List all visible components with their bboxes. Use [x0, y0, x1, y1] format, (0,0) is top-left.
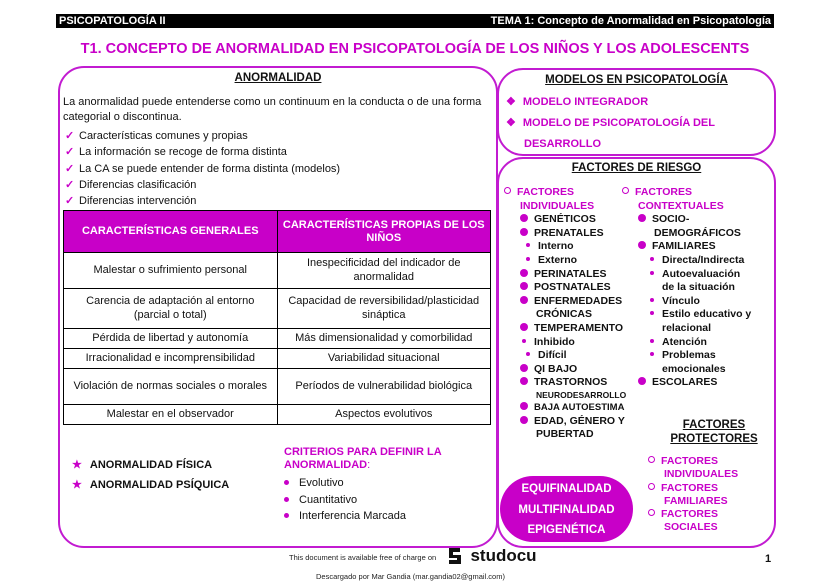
- factor-item: PRENATALES: [520, 227, 626, 241]
- factor-subitem: Vínculo: [638, 295, 751, 309]
- header-bar: [56, 14, 774, 28]
- star-icon: ★: [72, 459, 82, 471]
- factores-heading: FACTORES DE RIESGO: [571, 162, 702, 174]
- page-title: T1. CONCEPTO DE ANORMALIDAD EN PSICOPATOLOGÍA DE LOS NIÑOS Y LOS ADOLESCENTS: [80, 41, 750, 57]
- header-topic: TEMA 1: Concepto de Anormalidad en Psicopatología: [490, 15, 771, 27]
- type-psiquica: ★ ANORMALIDAD PSÍQUICA: [72, 479, 230, 491]
- protectores-heading: FACTORES PROTECTORES: [670, 419, 758, 445]
- modelo-item: ❖ MODELO INTEGRADOR: [506, 96, 649, 108]
- table-cell: Variabilidad situacional: [277, 349, 491, 369]
- table-cell: Irracionalidad e incomprensibilidad: [64, 349, 278, 369]
- anormalidad-checklist: [63, 128, 493, 209]
- factores-contextuales: FACTORES CONTEXTUALES SOCIO- DEMOGRÁFICOS FAMILIARES Directa/Indirecta Autoevaluación de la situación Vínculo Estilo educativo y relacional Atención Problemas emocionales ESCOLARES: [622, 186, 751, 390]
- table-cell: Aspectos evolutivos: [277, 405, 491, 425]
- anormalidad-intro: La anormalidad puede entenderse como un continuum en la conducta o de una forma categorial o discontinua.: [63, 96, 482, 123]
- factor-subitem: Atención: [638, 336, 751, 350]
- table-cell: Carencia de adaptación al entorno (parcial o total): [64, 289, 278, 329]
- table-cell: Pérdida de libertad y autonomía: [64, 329, 278, 349]
- protector-item: FACTORES: [648, 482, 738, 495]
- diamond-icon: ❖: [506, 117, 516, 129]
- factor-subitem: Autoevaluación: [638, 268, 751, 282]
- ring-icon: [648, 456, 655, 463]
- factor-item: GENÉTICOS: [520, 213, 626, 227]
- ring-icon: [622, 187, 629, 194]
- table-cell: Violación de normas sociales o morales: [64, 369, 278, 405]
- check-item: ✓ Diferencias intervención: [63, 193, 493, 209]
- check-item: ✓ Diferencias clasificación: [63, 177, 493, 193]
- factor-item: BAJA AUTOESTIMA: [520, 401, 626, 415]
- star-icon: ★: [72, 479, 82, 491]
- factor-subitem: Interno: [520, 240, 626, 254]
- table-cell: Inespecificidad del indicador de anormalidad: [277, 253, 491, 289]
- anormalidad-heading: ANORMALIDAD: [234, 72, 322, 84]
- factor-subitem: Inhibido: [520, 336, 626, 350]
- factor-item: EDAD, GÉNERO Y: [520, 415, 626, 429]
- criterio-item: Cuantitativo: [284, 492, 489, 509]
- factor-item: FAMILIARES: [638, 240, 751, 254]
- ring-icon: [648, 509, 655, 516]
- factor-item: ENFERMEDADES: [520, 295, 626, 309]
- ring-icon: [648, 483, 655, 490]
- criterio-item: Evolutivo: [284, 475, 489, 492]
- factor-item: TRASTORNOS: [520, 376, 626, 390]
- factor-item: PERINATALES: [520, 268, 626, 282]
- modelos-heading: MODELOS EN PSICOPATOLOGÍA: [545, 74, 728, 86]
- modelo-item: DESARROLLO: [524, 138, 601, 150]
- header-subject: PSICOPATOLOGÍA II: [59, 15, 166, 27]
- anormalidad-types: [72, 455, 229, 495]
- factor-subitem: Directa/Indirecta: [638, 254, 751, 268]
- factor-subitem: Estilo educativo y: [638, 308, 751, 322]
- factor-subitem: Problemas: [638, 349, 751, 363]
- criterios-block: [284, 446, 489, 525]
- factor-subitem: Externo: [520, 254, 626, 268]
- factor-item: TEMPERAMENTO: [520, 322, 626, 336]
- table-cell: Períodos de vulnerabilidad biológica: [277, 369, 491, 405]
- protector-item: FACTORES: [648, 508, 738, 521]
- studocu-logo: studocu: [446, 546, 537, 566]
- factores-individuales: FACTORES INDIVIDUALES GENÉTICOS PRENATALES Interno Externo PERINATALES POSTNATALES ENFERMEDADES CRÓNICAS TEMPERAMENTO Inhibido Difícil QI BAJO TRASTORNOS NEURODESARROLLO BAJA AUTOESTIMA EDAD, GÉNERO Y PUBERTAD: [504, 186, 626, 442]
- check-item: ✓ Características comunes y propias: [63, 128, 493, 144]
- modelos-list: [506, 92, 715, 155]
- equifinalidad-oval: EQUIFINALIDAD MULTIFINALIDAD EPIGENÉTICA: [500, 476, 633, 542]
- footer-free: This document is available free of charge on: [289, 553, 437, 562]
- table-cell: Malestar en el observador: [64, 405, 278, 425]
- factor-subitem: Difícil: [520, 349, 626, 363]
- criterio-item: Interferencia Marcada: [284, 508, 489, 525]
- footer-downloaded: Descargado por Mar Gandia (mar.gandia02@gmail.com): [316, 572, 505, 581]
- col-header-general: CARACTERÍSTICAS GENERALES: [64, 211, 278, 253]
- diamond-icon: ❖: [506, 96, 516, 108]
- factor-item: ESCOLARES: [638, 376, 751, 390]
- check-item: ✓ La información se recoge de forma distinta: [63, 144, 493, 160]
- table-cell: Más dimensionalidad y comorbilidad: [277, 329, 491, 349]
- type-fisica: ★ ANORMALIDAD FÍSICA: [72, 459, 213, 471]
- studocu-icon: [446, 546, 464, 566]
- table-cell: Malestar o sufrimiento personal: [64, 253, 278, 289]
- check-item: ✓ La CA se puede entender de forma distinta (modelos): [63, 161, 493, 177]
- modelo-item: ❖ MODELO DE PSICOPATOLOGÍA DEL: [506, 117, 715, 129]
- protector-item: FACTORES: [648, 455, 738, 468]
- characteristics-table: [63, 210, 491, 425]
- table-cell: Capacidad de reversibilidad/plasticidad sináptica: [277, 289, 491, 329]
- ring-icon: [504, 187, 511, 194]
- protectores-list: FACTORES INDIVIDUALES FACTORES FAMILIARES FACTORES SOCIALES: [648, 455, 738, 535]
- page-number: 1: [765, 553, 772, 565]
- col-header-ninos: CARACTERÍSTICAS PROPIAS DE LOS NIÑOS: [277, 211, 491, 253]
- factor-item: QI BAJO: [520, 363, 626, 377]
- criterios-title: CRITERIOS PARA DEFINIR LA ANORMALIDAD:: [284, 446, 442, 471]
- factor-item: POSTNATALES: [520, 281, 626, 295]
- factor-item: SOCIO-: [638, 213, 751, 227]
